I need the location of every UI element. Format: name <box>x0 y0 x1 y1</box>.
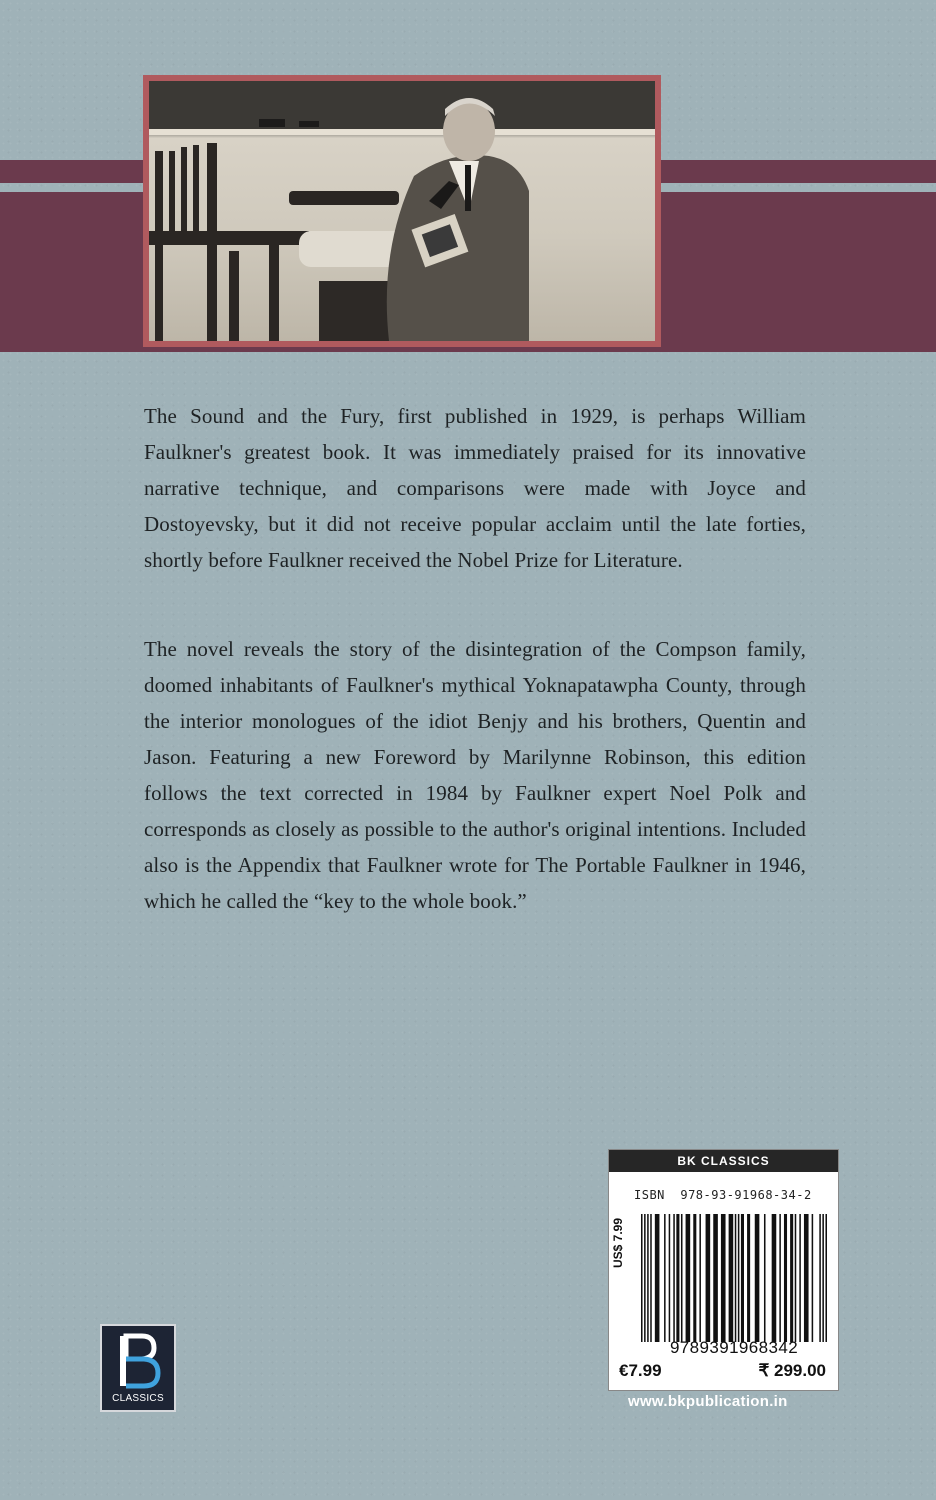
barcode-bar <box>706 1214 711 1342</box>
barcode-bar <box>784 1214 787 1342</box>
barcode-bar <box>755 1214 760 1342</box>
barcode-bar <box>664 1214 666 1342</box>
barcode-bar <box>729 1214 734 1342</box>
publisher-logo-text: CLASSICS <box>112 1393 164 1404</box>
barcode-bar <box>772 1214 777 1342</box>
barcode-label <box>608 1149 839 1391</box>
price-usd: US$ 7.99 <box>611 1217 625 1268</box>
barcode-bar <box>644 1214 646 1342</box>
barcode-bar <box>804 1214 809 1342</box>
description-paragraph-2: The novel reveals the story of the disintegration of the Compson family, doomed inhabitants of Faulkner's mythical Yoknapatawpha County, through the interior monologues of the idiot Benjy and his brothers, Quentin and Jason. Featuring a new Foreword by Marilynne Robinson, this edition follows the text corrected in 1984 by Faulkner expert Noel Polk and corresponds as closely as possible to the author's original intentions. Included also is the Appendix that Faulkner wrote for The Portable Faulkner in 1946, which he called the “key to the whole book.” <box>144 637 806 913</box>
barcode-digits: 9789391968342 <box>669 1338 799 1357</box>
barcode-bar <box>713 1214 718 1342</box>
barcode-bar <box>741 1214 744 1342</box>
barcode-bar <box>686 1214 691 1342</box>
barcode-bar <box>819 1214 821 1342</box>
barcode-bar <box>655 1214 660 1342</box>
barcode-bar <box>647 1214 649 1342</box>
barcode-bar <box>779 1214 781 1342</box>
barcode-bar <box>812 1214 814 1342</box>
author-photo-illustration <box>149 81 655 341</box>
barcode-header: BK CLASSICS <box>609 1150 838 1172</box>
barcode-bar <box>669 1214 671 1342</box>
barcode-graphic <box>641 1214 827 1342</box>
barcode-bar <box>681 1214 683 1342</box>
barcode-bar <box>650 1214 652 1342</box>
barcode-bars <box>641 1214 827 1342</box>
publisher-website: www.bkpublication.in <box>628 1393 788 1410</box>
author-photo <box>149 81 655 341</box>
barcode-bar <box>693 1214 696 1342</box>
price-eur: €7.99 <box>619 1361 662 1380</box>
publisher-logo <box>100 1324 176 1412</box>
barcode-bar <box>795 1214 797 1342</box>
barcode-bar <box>738 1214 740 1342</box>
barcode-bar <box>822 1214 824 1342</box>
barcode-bar <box>764 1214 766 1342</box>
barcode-bar <box>673 1214 675 1342</box>
description-paragraph-1: The Sound and the Fury, first published in 1929, is perhaps William Faulkner's greatest book. It was immediately praised for its innovative narrative technique, and comparisons were made with Joyce and Dostoyevsky, but it did not receive popular acclaim until the late forties, shortly before Faulkner received the Nobel Prize for Literature. <box>144 404 806 572</box>
barcode-bar <box>676 1214 679 1342</box>
author-photo-frame <box>143 75 661 347</box>
barcode-bar <box>790 1214 793 1342</box>
barcode-bar <box>735 1214 737 1342</box>
barcode-bar <box>825 1214 827 1342</box>
barcode-bar <box>747 1214 750 1342</box>
barcode-bar <box>721 1214 726 1342</box>
barcode-bar <box>799 1214 801 1342</box>
isbn-text: ISBN 978-93-91968-34-2 <box>634 1188 812 1202</box>
price-inr: ₹ 299.00 <box>758 1361 826 1380</box>
barcode-bar <box>699 1214 701 1342</box>
bk-logo-icon <box>112 1332 166 1390</box>
barcode-bar <box>641 1214 643 1342</box>
